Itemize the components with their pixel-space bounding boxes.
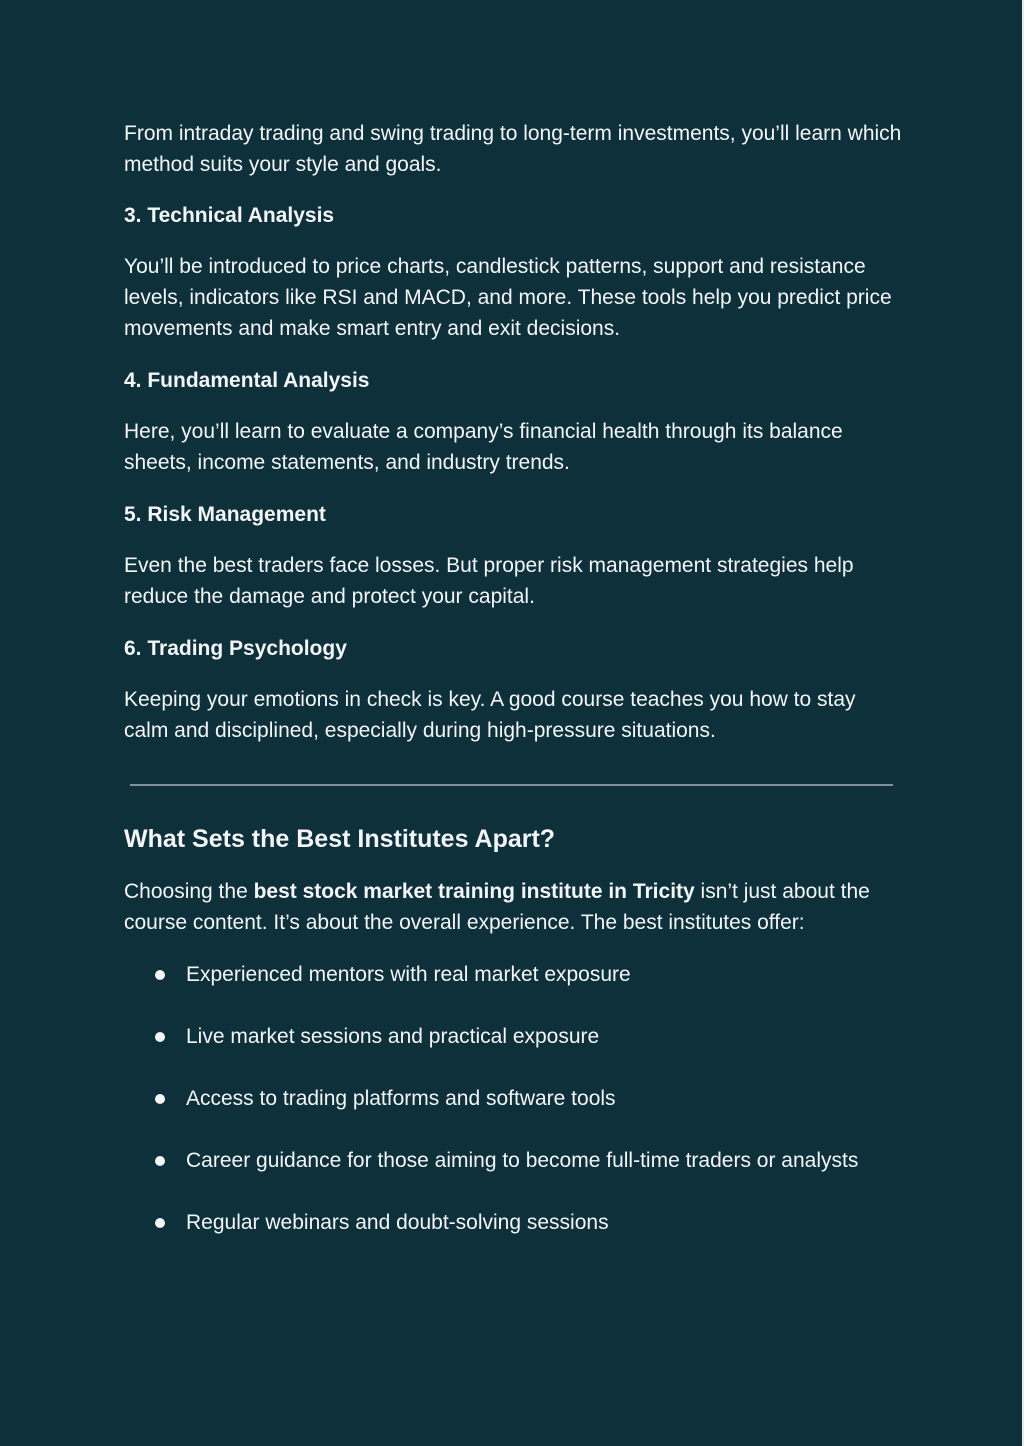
paragraph-fundamental-analysis: Here, you’ll learn to evaluate a company’s financial health through its balance sheets, income statements, and industry trends.: [124, 420, 843, 474]
list-item-text: Experienced mentors with real market exposure: [186, 963, 631, 986]
list-item-text: Access to trading platforms and software tools: [186, 1087, 616, 1110]
intro-bold-keyword: best stock market training institute in Tricity: [253, 880, 695, 903]
list-item: [124, 1207, 904, 1238]
bullet-dot-icon: [155, 970, 165, 980]
list-item: [124, 1083, 904, 1114]
intro-text-start: Choosing the: [124, 880, 254, 903]
document-content: [124, 118, 904, 1269]
paragraph-trading-styles: From intraday trading and swing trading to long-term investments, you’ll learn which method suits your style and goals.: [124, 122, 902, 176]
section-divider: [130, 784, 893, 786]
bullet-dot-icon: [155, 1032, 165, 1042]
paragraph-trading-psychology: Keeping your emotions in check is key. A good course teaches you how to stay calm and disciplined, especially during high-pressure situations.: [124, 688, 856, 742]
intro-text-end: isn’t just about the course content. It’s about the overall experience. The best institutes offer:: [124, 880, 870, 934]
bullet-dot-icon: [155, 1218, 165, 1228]
paragraph-technical-analysis: You’ll be introduced to price charts, candlestick patterns, support and resistance levels, indicators like RSI and MACD, and more. These tools help you predict price movements and make smart entry and exit decisions.: [124, 255, 892, 340]
heading-risk-management: 5. Risk Management: [124, 503, 326, 526]
benefits-list: [124, 959, 904, 1238]
list-item: [124, 1145, 904, 1176]
section-title: What Sets the Best Institutes Apart?: [124, 825, 556, 853]
heading-fundamental-analysis: 4. Fundamental Analysis: [124, 369, 370, 392]
heading-technical-analysis: 3. Technical Analysis: [124, 204, 335, 227]
section-intro: [124, 876, 904, 938]
list-item: [124, 959, 904, 990]
bullet-dot-icon: [155, 1094, 165, 1104]
paragraph-risk-management: Even the best traders face losses. But proper risk management strategies help reduce the damage and protect your capital.: [124, 554, 854, 608]
heading-trading-psychology: 6. Trading Psychology: [124, 637, 347, 660]
list-item-text: Career guidance for those aiming to become full-time traders or analysts: [186, 1149, 859, 1172]
bullet-dot-icon: [155, 1156, 165, 1166]
list-item-text: Regular webinars and doubt-solving sessions: [186, 1211, 609, 1234]
list-item-text: Live market sessions and practical exposure: [186, 1025, 600, 1048]
list-item: [124, 1021, 904, 1052]
